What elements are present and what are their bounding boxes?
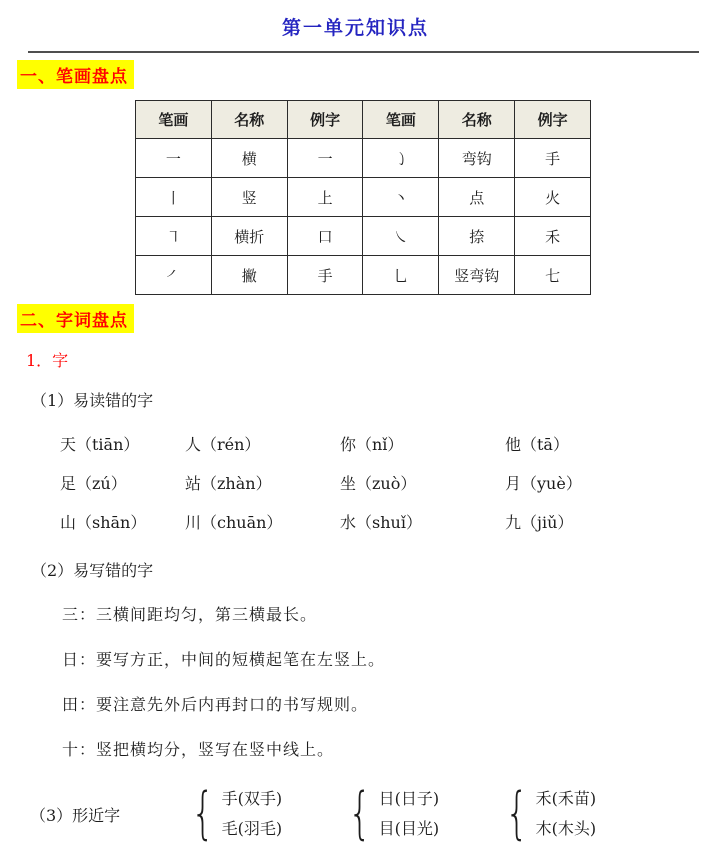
pinyin-word: 川（chuān） [185, 513, 283, 532]
stroke-cell: 乚 [363, 256, 439, 295]
left-brace-glyph: { [505, 781, 529, 846]
title-divider [28, 51, 699, 53]
writing-rule-item: 日：要写方正，中间的短横起笔在左竖上。 [62, 650, 386, 669]
table-row [136, 256, 591, 295]
stroke-name-cell: 捺 [439, 217, 515, 256]
similar-character-group [499, 781, 656, 846]
example-cell: 七 [515, 256, 591, 295]
pinyin-word: 月（yuè） [505, 474, 582, 493]
similar-characters-heading: （3）形近字 [30, 805, 121, 825]
pinyin-word: 他（tā） [505, 435, 569, 454]
similar-character-group [185, 781, 342, 846]
stroke-name-cell: 撇 [211, 256, 287, 295]
writing-rule-item: 田：要注意先外后内再封口的书写规则。 [62, 695, 369, 714]
column-header: 名称 [211, 101, 287, 139]
similar-character-top: 手(双手) [221, 789, 283, 808]
page-title: 第一单元知识点 [281, 17, 429, 39]
stroke-cell: ㇏ [363, 217, 439, 256]
example-cell: 禾 [515, 217, 591, 256]
stroke-name-cell: 点 [439, 178, 515, 217]
pinyin-row [60, 502, 711, 541]
stroke-name-cell: 竖弯钩 [439, 256, 515, 295]
similar-character-bottom: 毛(羽毛) [221, 819, 283, 838]
column-header: 例字 [515, 101, 591, 139]
writing-rule-item: 三：三横间距均匀，第三横最长。 [62, 605, 318, 624]
section-heading-strokes: 一、笔画盘点 [17, 60, 134, 89]
pinyin-row [60, 463, 711, 502]
example-cell: 口 [287, 217, 363, 256]
column-header: 例字 [287, 101, 363, 139]
pinyin-row [60, 424, 711, 463]
stroke-cell: ㇁ [363, 139, 439, 178]
pinyin-word: 水（shuǐ） [340, 513, 422, 532]
column-header: 笔画 [363, 101, 439, 139]
section-heading-words: 二、字词盘点 [17, 304, 134, 333]
similar-character-bottom: 木(木头) [535, 819, 597, 838]
column-header: 名称 [439, 101, 515, 139]
example-cell: 手 [287, 256, 363, 295]
subsection-zi-heading: 1．字 [26, 351, 69, 370]
pinyin-word: 你（nǐ） [340, 435, 404, 454]
example-cell: 手 [515, 139, 591, 178]
pinyin-word: 坐（zuò） [340, 474, 417, 493]
example-cell: 上 [287, 178, 363, 217]
stroke-cell: 丶 [363, 178, 439, 217]
similar-characters-section [30, 781, 711, 846]
similar-character-top: 日(日子) [378, 789, 440, 808]
pinyin-word: 天（tiān） [60, 435, 140, 454]
easy-misread-heading: （1）易读错的字 [31, 391, 154, 410]
stroke-name-cell: 横折 [211, 217, 287, 256]
easy-miswrite-heading: （2）易写错的字 [31, 561, 154, 580]
pinyin-word: 足（zú） [60, 474, 127, 493]
pinyin-word: 人（rén） [185, 435, 261, 454]
stroke-name-cell: 弯钩 [439, 139, 515, 178]
left-brace-glyph: { [348, 781, 372, 846]
example-cell: 一 [287, 139, 363, 178]
pinyin-word: 山（shān） [60, 513, 147, 532]
stroke-cell: ㇒ [136, 256, 212, 295]
stroke-table [135, 100, 591, 295]
stroke-name-cell: 竖 [211, 178, 287, 217]
pinyin-word-list [0, 424, 711, 541]
example-cell: 火 [515, 178, 591, 217]
stroke-cell: ㇕ [136, 217, 212, 256]
stroke-name-cell: 横 [211, 139, 287, 178]
column-header: 笔画 [136, 101, 212, 139]
left-brace-glyph: { [191, 781, 215, 846]
similar-character-bottom: 目(目光) [378, 819, 440, 838]
similar-character-top: 禾(禾苗) [535, 789, 597, 808]
pinyin-word: 九（jiǔ） [505, 513, 574, 532]
table-row [136, 178, 591, 217]
similar-character-group [342, 781, 499, 846]
table-row [136, 217, 591, 256]
table-row [136, 139, 591, 178]
writing-rule-item: 十：竖把横均分，竖写在竖中线上。 [62, 740, 335, 759]
stroke-cell: 一 [136, 139, 212, 178]
pinyin-word: 站（zhàn） [185, 474, 272, 493]
stroke-cell: 丨 [136, 178, 212, 217]
stroke-table-header-row [136, 101, 591, 139]
